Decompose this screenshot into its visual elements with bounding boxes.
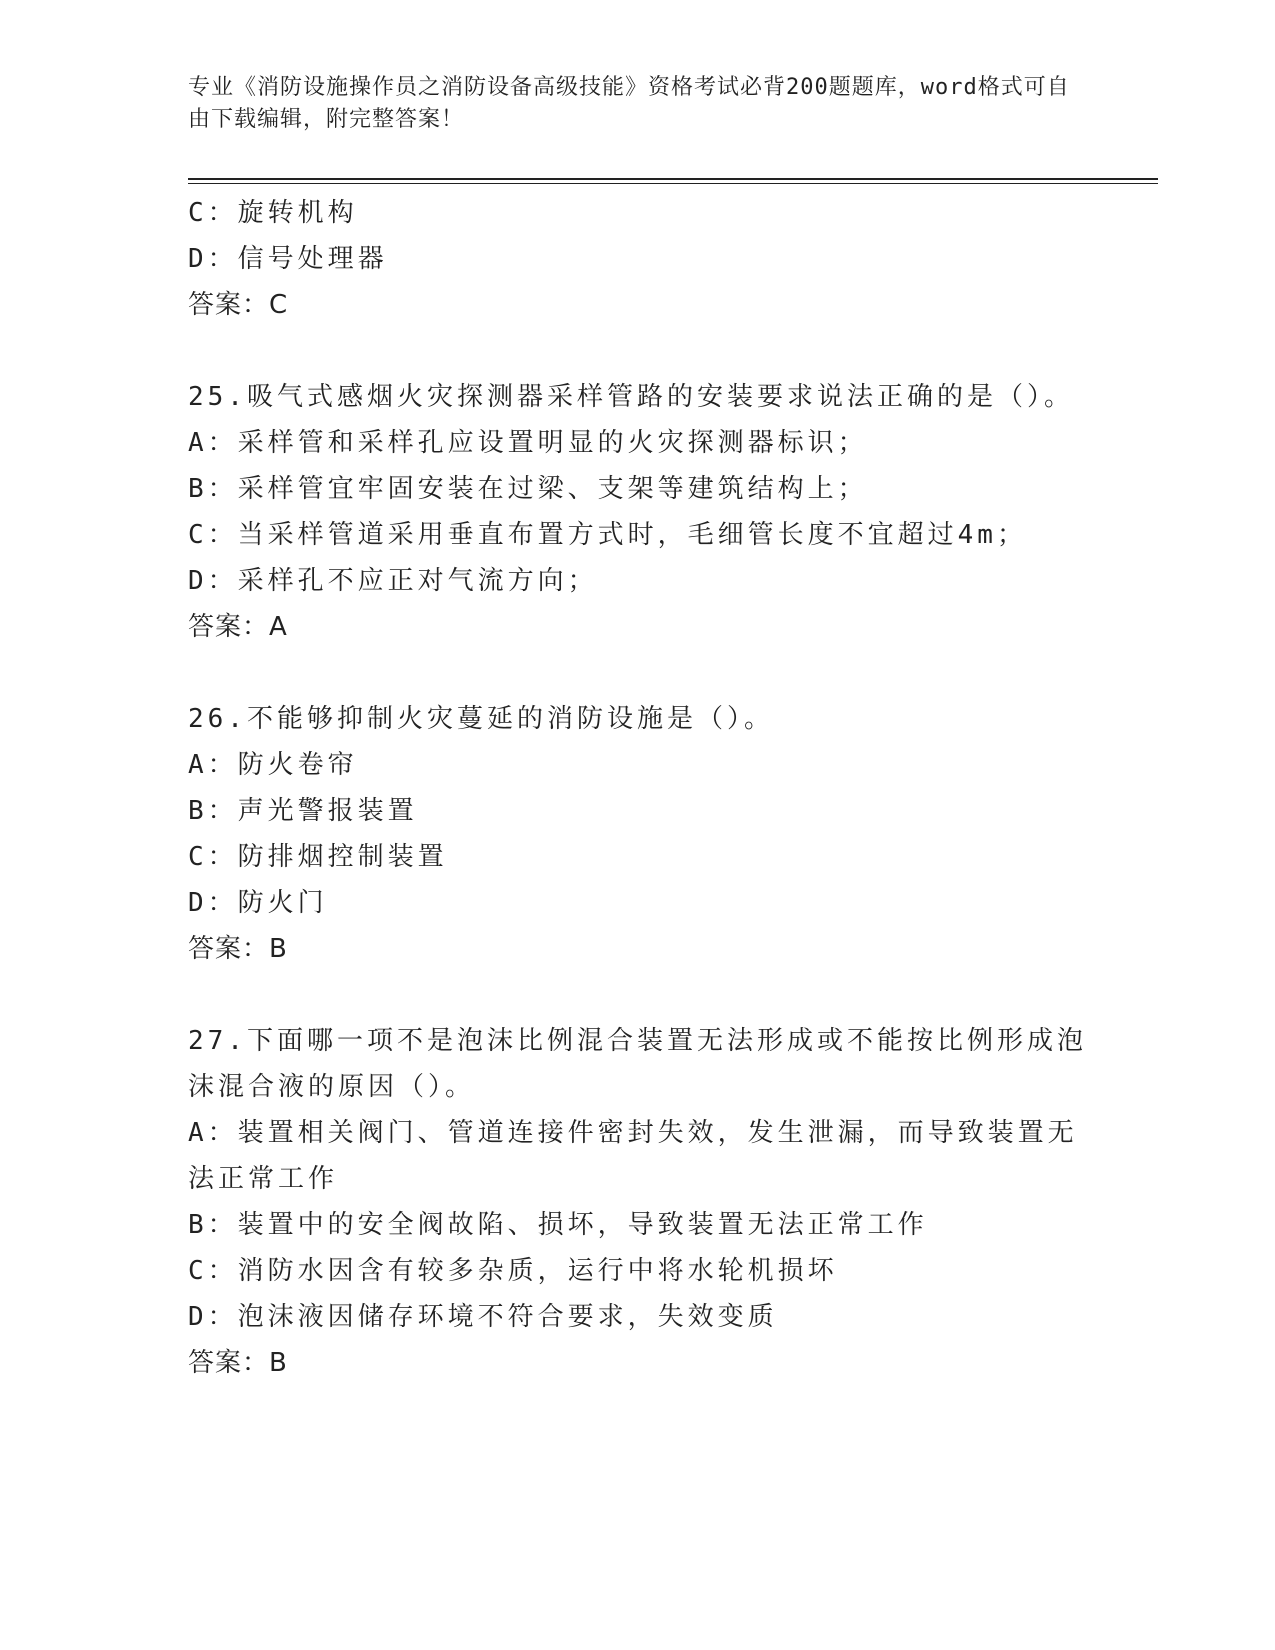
option-b: B：声光警报装置 — [188, 796, 418, 826]
option-b: B：装置中的安全阀故陷、损坏，导致装置无法正常工作 — [188, 1210, 928, 1240]
answer: 答案：B — [188, 1348, 288, 1378]
question-24-tail — [188, 190, 1088, 328]
header-divider-thick — [188, 178, 1158, 180]
option-a: A：采样管和采样孔应设置明显的火灾探测器标识； — [188, 428, 868, 458]
option-c: C：旋转机构 — [188, 198, 358, 228]
spacer — [188, 328, 1088, 374]
option-d: D：信号处理器 — [188, 244, 388, 274]
spacer — [188, 972, 1088, 1018]
option-c: C：消防水因含有较多杂质，运行中将水轮机损坏 — [188, 1256, 838, 1286]
option-a: A：装置相关阀门、管道连接件密封失效，发生泄漏，而导致装置无法正常工作 — [188, 1118, 1078, 1194]
question-26 — [188, 696, 1088, 972]
answer: 答案：B — [188, 934, 288, 964]
option-b: B：采样管宜牢固安装在过梁、支架等建筑结构上； — [188, 474, 868, 504]
spacer — [188, 650, 1088, 696]
option-a: A：防火卷帘 — [188, 750, 358, 780]
question-stem: 26.不能够抑制火灾蔓延的消防设施是（）。 — [188, 704, 774, 734]
document-header: 专业《消防设施操作员之消防设备高级技能》资格考试必背200题题库，word格式可自由下载编辑，附完整答案！ — [188, 75, 1070, 132]
answer: 答案：C — [188, 290, 289, 320]
option-d: D：采样孔不应正对气流方向； — [188, 566, 598, 596]
option-d: D：防火门 — [188, 888, 328, 918]
option-c: C：防排烟控制装置 — [188, 842, 448, 872]
answer: 答案：A — [188, 612, 288, 642]
question-stem: 25.吸气式感烟火灾探测器采样管路的安装要求说法正确的是（）。 — [188, 382, 1074, 412]
option-d: D：泡沫液因储存环境不符合要求，失效变质 — [188, 1302, 778, 1332]
option-c: C：当采样管道采用垂直布置方式时，毛细管长度不宜超过4m； — [188, 520, 1027, 550]
question-stem: 27.下面哪一项不是泡沫比例混合装置无法形成或不能按比例形成泡沫混合液的原因（）。 — [188, 1026, 1087, 1102]
question-27 — [188, 1018, 1088, 1386]
question-25 — [188, 374, 1088, 650]
header-divider-thin — [188, 183, 1158, 184]
question-list — [188, 190, 1088, 1386]
